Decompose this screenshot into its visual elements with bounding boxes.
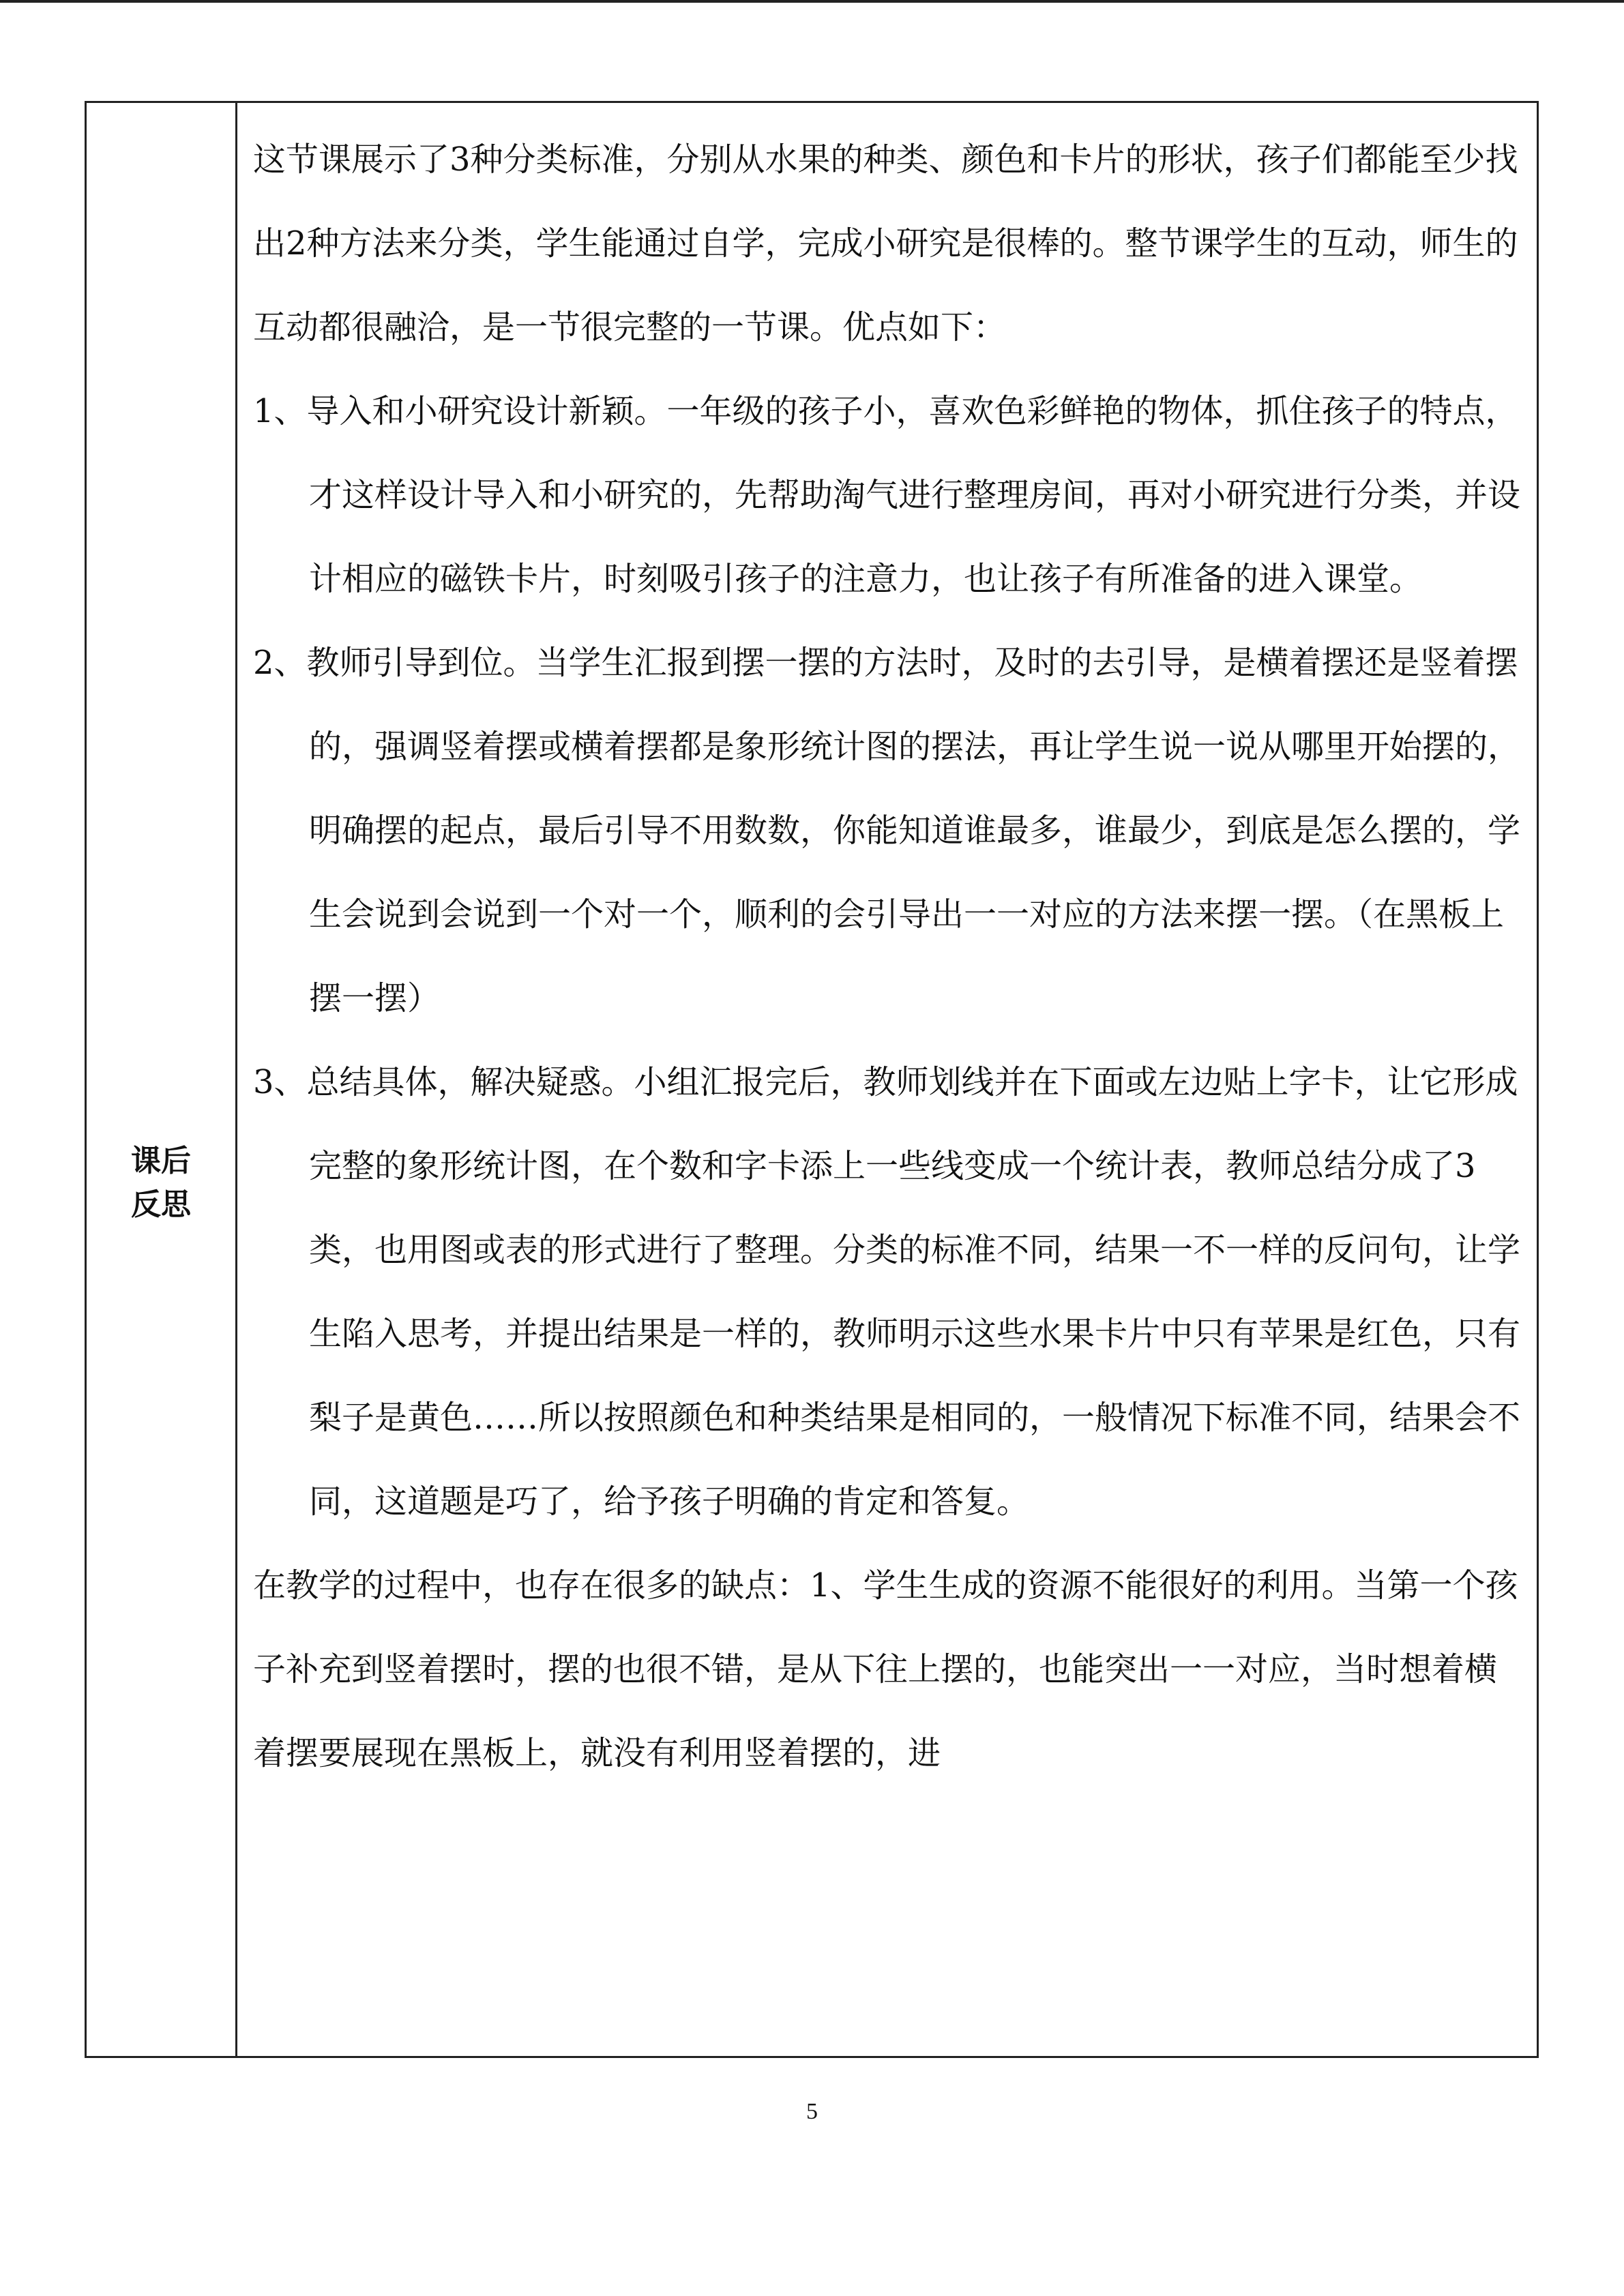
advantage-item-3: 3、总结具体，解决疑惑。小组汇报完后，教师划线并在下面或左边贴上字卡，让它形成完整的象形统计图，在个数和字卡添上一些线变成一个统计表，教师总结分成了3类，也用图或表的形式进行了整理。分类的标准不同，结果一不一样的反问句，让学生陷入思考，并提出结果是一样的，教师明示这些水果卡片中只有苹果是红色，只有梨子是黄色……所以按照颜色和种类结果是相同的，一般情况下标准不同，结果会不同，这道题是巧了，给予孩子明确的肯定和答复。 (253, 1063, 1521, 1521)
row-label (87, 1139, 235, 1227)
intro-paragraph: 这节课展示了3种分类标准，分别从水果的种类、颜色和卡片的形状，孩子们都能至少找出2种方法来分类，学生能通过自学，完成小研究是很棒的。整节课学生的互动，师生的互动都很融洽，是一节很完整的一节课。优点如下： (253, 140, 1518, 346)
column-divider (235, 103, 237, 2056)
top-rule (0, 0, 1624, 3)
page-number: 5 (806, 2099, 818, 2124)
row-label-line1: 课后 (131, 1144, 191, 1178)
reflection-content (253, 118, 1522, 1795)
shortcomings-paragraph: 在教学的过程中，也存在很多的缺点：1、学生生成的资源不能很好的利用。当第一个孩子补充到竖着摆时，摆的也很不错，是从下往上摆的，也能突出一一对应，当时想着横着摆要展现在黑板上，就没有利用竖着摆的，进 (253, 1566, 1518, 1772)
row-label-line2: 反思 (131, 1187, 191, 1222)
advantage-item-2: 2、教师引导到位。当学生汇报到摆一摆的方法时，及时的去引导，是横着摆还是竖着摆的，强调竖着摆或横着摆都是象形统计图的摆法，再让学生说一说从哪里开始摆的，明确摆的起点，最后引导不用数数，你能知道谁最多，谁最少，到底是怎么摆的，学生会说到会说到一个对一个，顺利的会引导出一一对应的方法来摆一摆。（在黑板上摆一摆） (253, 644, 1521, 1017)
advantage-item-1: 1、导入和小研究设计新颖。一年级的孩子小，喜欢色彩鲜艳的物体，抓住孩子的特点，才这样设计导入和小研究的，先帮助淘气进行整理房间，再对小研究进行分类，并设计相应的磁铁卡片，时刻吸引孩子的注意力，也让孩子有所准备的进入课堂。 (253, 392, 1521, 598)
reflection-table (85, 101, 1539, 2058)
